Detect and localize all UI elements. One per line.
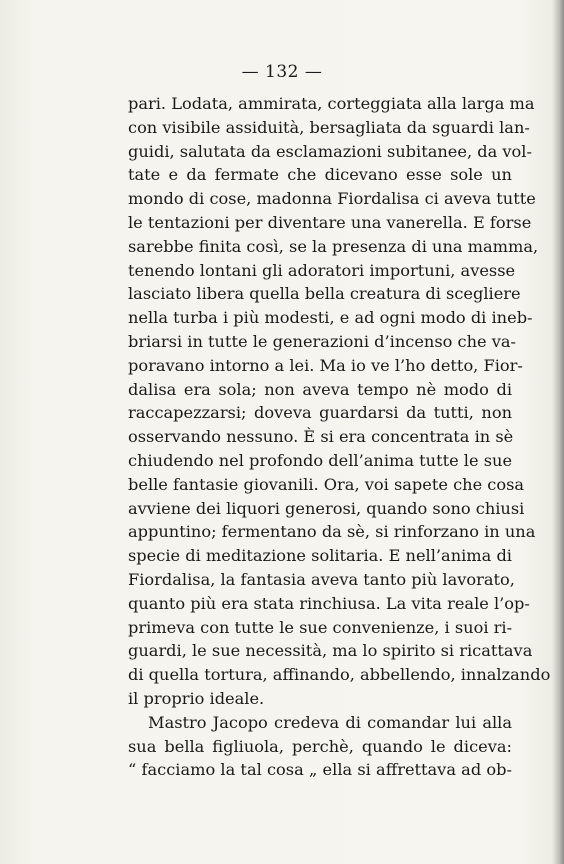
- text-line: dalisa era sola; non aveva tempo nè modo di: [128, 379, 512, 399]
- page-edge-shadow: [552, 0, 564, 864]
- text-line: con visibile assiduità, bersagliata da sguardi lan-: [128, 117, 530, 137]
- text-line: poravano intorno a lei. Ma io ve l’ho detto, Fior-: [128, 355, 523, 375]
- text-line: quanto più era stata rinchiusa. La vita reale l’op-: [128, 593, 530, 613]
- text-line: sua bella figliuola, perchè, quando le diceva:: [128, 736, 512, 756]
- text-line: Fiordalisa, la fantasia aveva tanto più lavorato,: [128, 569, 515, 589]
- text-line: il proprio ideale.: [128, 688, 265, 708]
- text-line: specie di meditazione solitaria. E nell’anima di: [128, 546, 512, 566]
- paragraph-1: [128, 92, 551, 711]
- page-number: — 132 —: [241, 62, 323, 82]
- text-line: raccapezzarsi; doveva guardarsi da tutti, non: [128, 403, 512, 423]
- text-line: “ facciamo la tal cosa „ ella si affrettava ad ob-: [128, 760, 512, 780]
- text-line: tenendo lontani gli adoratori importuni, avesse: [128, 260, 516, 280]
- text-line: mondo di cose, madonna Fiordalisa ci aveva tutte: [128, 189, 536, 209]
- text-line: avviene dei liquori generosi, quando sono chiusi: [128, 498, 525, 518]
- text-line: tate e da fermate che dicevano esse sole un: [128, 165, 512, 185]
- text-line: chiudendo nel profondo dell’anima tutte le sue: [128, 450, 513, 470]
- paragraph-2: [128, 711, 512, 782]
- text-line: lasciato libera quella bella creatura di scegliere: [128, 284, 521, 304]
- text-line: appuntino; fermentano da sè, si rinforzano in una: [128, 522, 536, 542]
- text-line: guardi, le sue necessità, ma lo spirito si ricattava: [128, 641, 533, 661]
- text-line: le tentazioni per diventare una vanerella. E forse: [128, 212, 532, 232]
- body-text: [128, 92, 551, 782]
- text-line: briarsi in tutte le generazioni d’incenso che va-: [128, 331, 517, 351]
- text-line: nella turba i più modesti, e ad ogni modo di ineb-: [128, 308, 533, 328]
- text-line: pari. Lodata, ammirata, corteggiata alla larga ma: [128, 94, 535, 113]
- text-line: primeva con tutte le sue convenienze, i suoi ri-: [128, 617, 513, 637]
- text-line: osservando nessuno. È si era concentrata in sè: [128, 427, 514, 447]
- text-line: guidi, salutata da esclamazioni subitanee, da vol-: [128, 141, 532, 161]
- text-line: sarebbe finita così, se la presenza di una mamma,: [128, 236, 539, 256]
- text-line: belle fantasie giovanili. Ora, voi sapete che cosa: [128, 474, 525, 494]
- text-line: di quella tortura, affinando, abbellendo, innalzando: [128, 665, 551, 685]
- text-line: Mastro Jacopo credeva di comandar lui alla: [148, 712, 512, 732]
